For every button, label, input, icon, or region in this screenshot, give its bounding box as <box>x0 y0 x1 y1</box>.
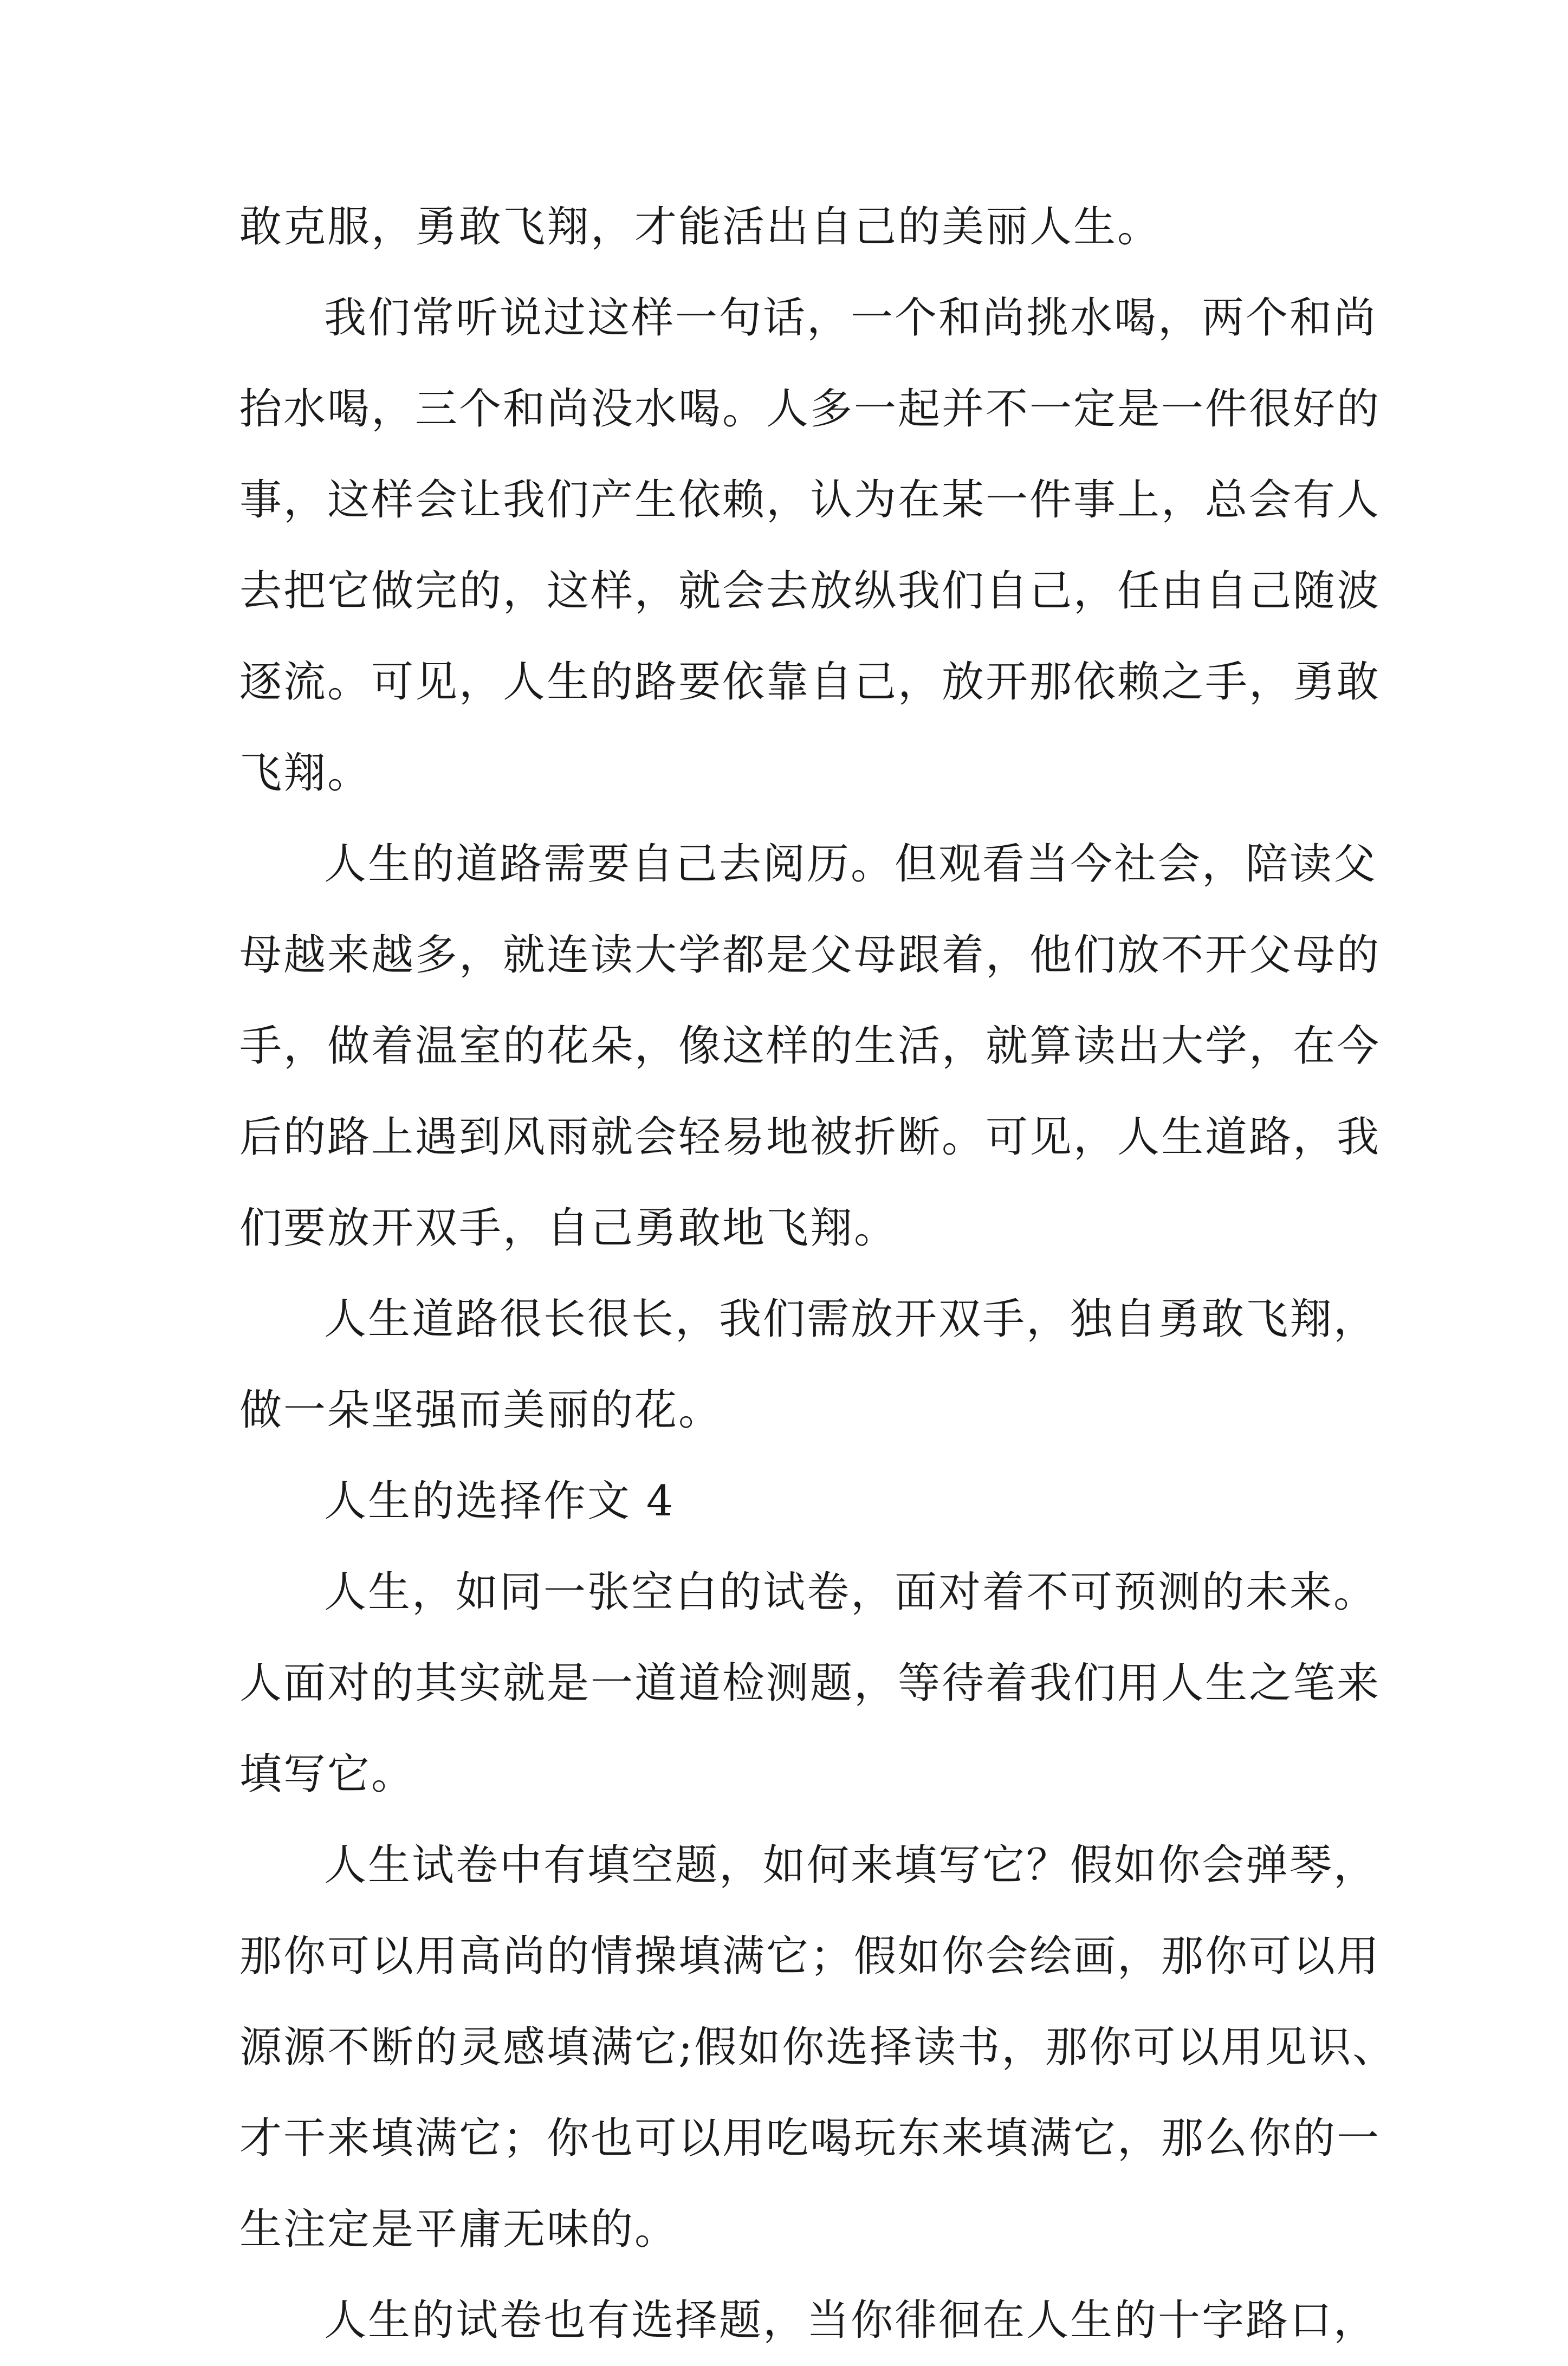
text-line: 敢克服，勇敢飞翔，才能活出自己的美丽人生。 <box>239 203 1162 251</box>
text-line: 人生道路很长很长，我们需放开双手，独自勇敢飞翔， <box>324 1295 1378 1344</box>
text-line: 们要放开双手，自己勇敢地飞翔。 <box>239 1204 898 1253</box>
text-line: 我们常听说过这样一句话，一个和尚挑水喝，两个和尚 <box>324 294 1378 342</box>
text-line: 母越来越多，就连读大学都是父母跟着，他们放不开父母的 <box>239 931 1381 980</box>
text-line: 逐流。可见，人生的路要依靠自己，放开那依赖之手，勇敢 <box>239 658 1381 706</box>
text-line: 事，这样会让我们产生依赖，认为在某一件事上，总会有人 <box>239 476 1381 524</box>
text-line: 手，做着温室的花朵，像这样的生活，就算读出大学，在今 <box>239 1022 1381 1071</box>
text-line: 人面对的其实就是一道道检测题，等待着我们用人生之笔来 <box>239 1659 1381 1708</box>
text-line: 才干来填满它；你也可以用吃喝玩东来填满它，那么你的一 <box>239 2114 1381 2163</box>
text-line: 人生，如同一张空白的试卷，面对着不可预测的未来。 <box>324 1568 1378 1617</box>
text-line: 人生试卷中有填空题，如何来填写它？假如你会弹琴， <box>324 1841 1378 1890</box>
section-heading: 人生的选择作文 4 <box>324 1477 675 1526</box>
text-line: 去把它做完的，这样，就会去放纵我们自己，任由自己随波 <box>239 567 1381 615</box>
text-line: 源源不断的灵感填满它;假如你选择读书，那你可以用见识、 <box>239 2023 1397 2072</box>
text-line: 飞翔。 <box>239 749 372 798</box>
text-line: 人生的道路需要自己去阅历。但观看当今社会，陪读父 <box>324 840 1378 889</box>
text-line: 做一朵坚强而美丽的花。 <box>239 1386 723 1435</box>
text-line: 抬水喝，三个和尚没水喝。人多一起并不一定是一件很好的 <box>239 385 1381 433</box>
text-line: 人生的试卷也有选择题，当你徘徊在人生的十字路口， <box>324 2296 1378 2345</box>
text-line: 填写它。 <box>239 1750 416 1799</box>
text-line: 后的路上遇到风雨就会轻易地被折断。可见，人生道路，我 <box>239 1113 1381 1162</box>
document-body <box>239 181 1397 2366</box>
text-line: 生注定是平庸无味的。 <box>239 2205 679 2254</box>
text-line: 那你可以用高尚的情操填满它；假如你会绘画，那你可以用 <box>239 1932 1381 1981</box>
